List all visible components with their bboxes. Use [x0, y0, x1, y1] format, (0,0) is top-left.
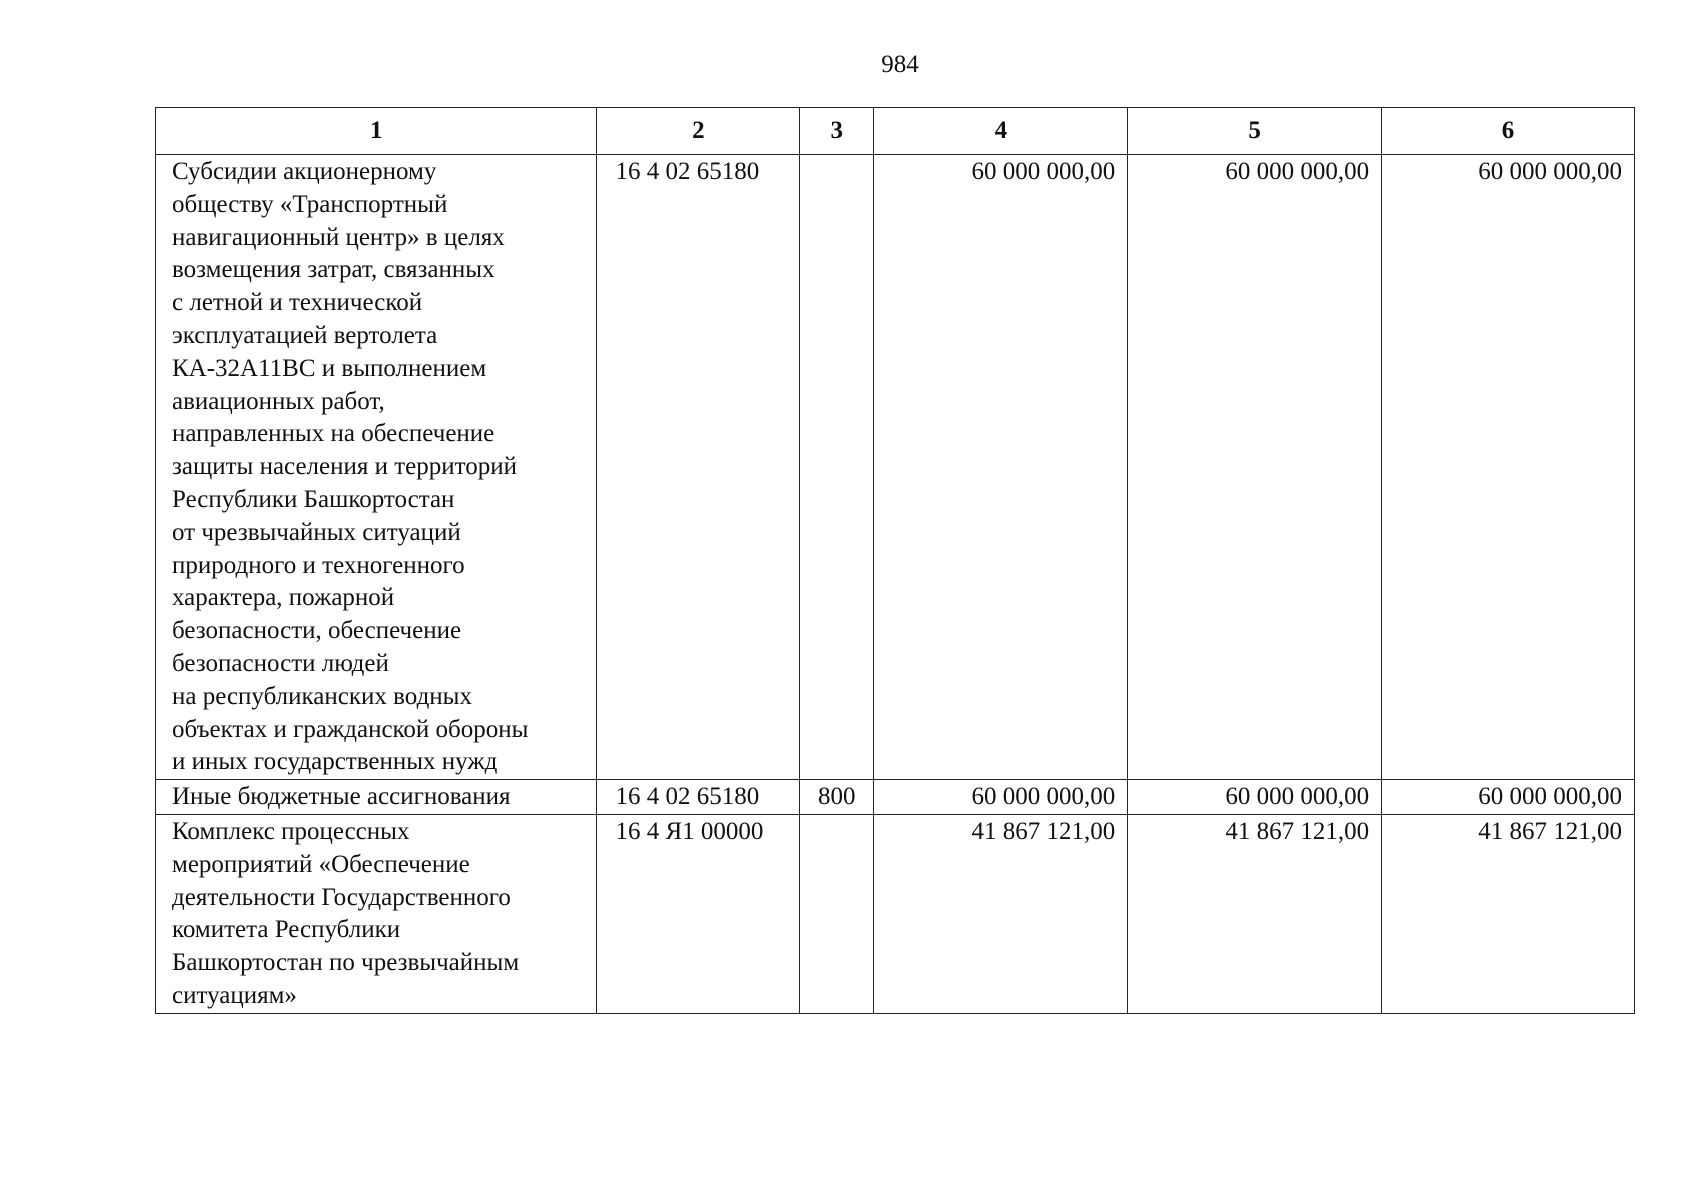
name-line: и иных государственных нужд [172, 748, 498, 776]
row-amount-1-cell: 60 000 000,00 [874, 155, 1128, 780]
page-number: 984 [881, 51, 919, 78]
row-amount-3-cell: 60 000 000,00 [1382, 155, 1635, 780]
row-amount-2-cell: 60 000 000,00 [1128, 780, 1382, 815]
name-line: авиационных работ, [172, 387, 385, 415]
row-amount-1-cell: 60 000 000,00 [874, 780, 1128, 815]
row-code-cell: 16 4 02 65180 [597, 155, 800, 780]
name-line: мероприятий «Обеспечение [172, 850, 470, 878]
budget-table [155, 107, 1635, 1014]
row-kind-cell: 800 [800, 780, 874, 815]
name-line: объектах и гражданской обороны [172, 715, 529, 743]
name-line: на республиканских водных [172, 682, 472, 710]
name-line: возмещения затрат, связанных [172, 256, 495, 284]
header-cell-6: 6 [1382, 108, 1635, 155]
row-name-cell [156, 780, 597, 815]
name-line: Иные бюджетные ассигнования [172, 783, 511, 811]
row-name-cell [156, 814, 597, 1013]
header-row [156, 108, 1635, 155]
name-line: защиты населения и территорий [172, 453, 518, 481]
name-line: навигационный центр» в целях [172, 223, 505, 251]
name-line: Башкортостан по чрезвычайным [172, 949, 520, 977]
table-row [156, 155, 1635, 780]
name-line: эксплуатацией вертолета [172, 321, 438, 349]
row-amount-3-cell: 60 000 000,00 [1382, 780, 1635, 815]
row-code-cell: 16 4 Я1 00000 [597, 814, 800, 1013]
name-line: природного и техногенного [172, 551, 465, 579]
header-cell-5: 5 [1128, 108, 1382, 155]
row-code-cell: 16 4 02 65180 [597, 780, 800, 815]
name-line: деятельности Государственного [172, 883, 511, 911]
row-amount-3-cell: 41 867 121,00 [1382, 814, 1635, 1013]
header-cell-4: 4 [874, 108, 1128, 155]
row-kind-cell [800, 155, 874, 780]
row-kind-cell [800, 814, 874, 1013]
row-amount-2-cell: 41 867 121,00 [1128, 814, 1382, 1013]
name-line: Республики Башкортостан [172, 485, 455, 513]
name-line: безопасности людей [172, 649, 389, 677]
header-cell-1: 1 [156, 108, 597, 155]
name-line: Субсидии акционерному [172, 158, 437, 185]
table-row [156, 814, 1635, 1013]
row-name-cell [156, 155, 597, 780]
table-row [156, 780, 1635, 815]
row-amount-2-cell: 60 000 000,00 [1128, 155, 1382, 780]
name-line: КА-32А11ВС и выполнением [172, 354, 487, 382]
name-line: безопасности, обеспечение [172, 617, 462, 645]
name-line: от чрезвычайных ситуаций [172, 518, 461, 546]
header-cell-3: 3 [800, 108, 874, 155]
name-line: комитета Республики [172, 916, 401, 944]
header-cell-2: 2 [597, 108, 800, 155]
name-line: ситуациям» [172, 981, 297, 1009]
row-amount-1-cell: 41 867 121,00 [874, 814, 1128, 1013]
name-line: характера, пожарной [172, 584, 395, 612]
name-line: направленных на обеспечение [172, 420, 495, 448]
name-line: Комплекс процессных [172, 817, 410, 845]
name-line: с летной и технической [172, 289, 423, 317]
name-line: обществу «Транспортный [172, 190, 448, 218]
